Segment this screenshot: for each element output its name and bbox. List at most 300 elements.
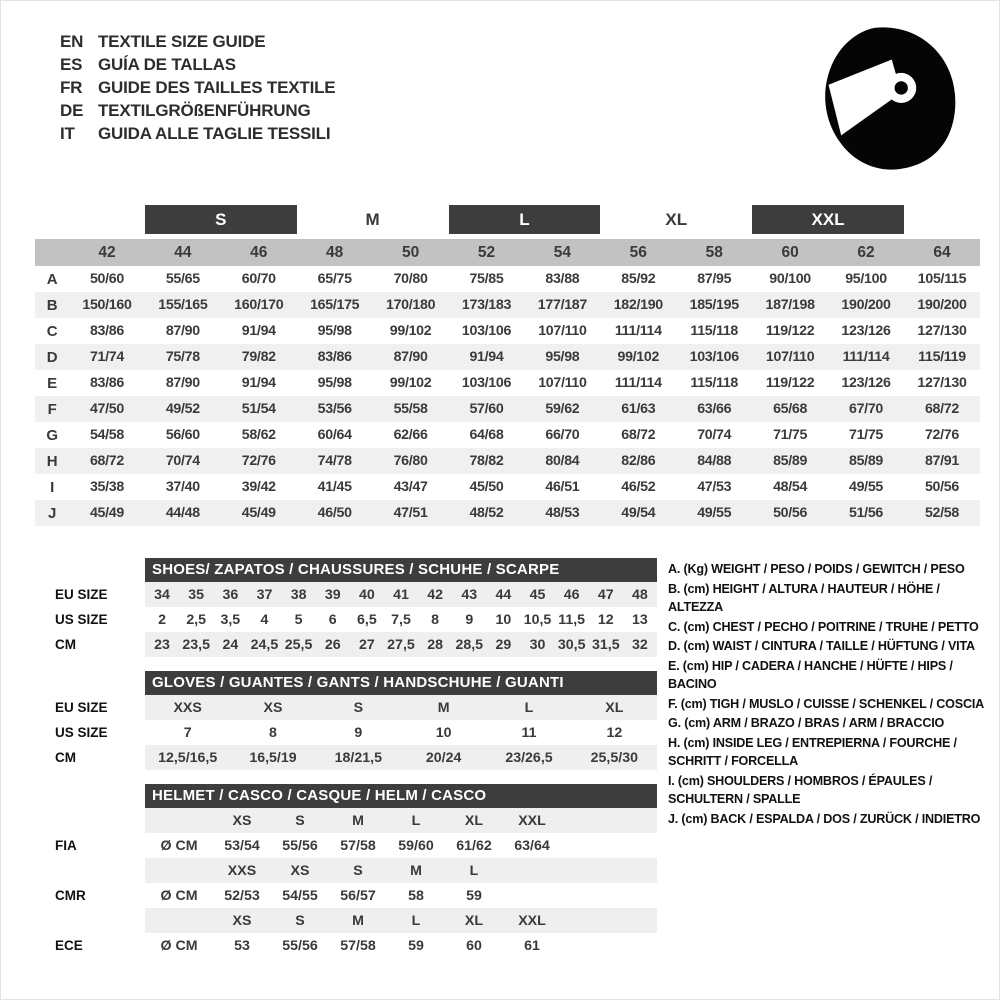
value-cell: 42 xyxy=(427,586,444,603)
language-title: TEXTILE SIZE GUIDE xyxy=(98,32,266,51)
helmet-table xyxy=(30,784,660,958)
measurement-row xyxy=(35,318,980,344)
measurement-cell: 155/165 xyxy=(145,292,221,318)
value-cell: 40 xyxy=(358,586,375,603)
language-title: GUÍA DE TALLAS xyxy=(98,55,236,74)
value-cell: 29 xyxy=(495,636,512,653)
row-letter: H xyxy=(35,448,69,474)
value-cell: 60 xyxy=(466,937,482,954)
language-title: GUIDA ALLE TAGLIE TESSILI xyxy=(98,124,331,143)
measurement-cell: 49/52 xyxy=(145,396,221,422)
language-title: TEXTILGRÖßENFÜHRUNG xyxy=(98,101,311,120)
value-cell: 11 xyxy=(521,724,537,741)
helmet-values xyxy=(145,833,657,858)
language-code: EN xyxy=(60,32,84,51)
helmet-sizes xyxy=(145,908,657,933)
measurement-cell: 45/50 xyxy=(469,479,504,495)
value-cell: 43 xyxy=(461,586,478,603)
measurement-cell: 65/75 xyxy=(317,271,352,287)
value-cell: 45 xyxy=(529,586,546,603)
measurement-cell: 75/78 xyxy=(145,344,221,370)
language-code: FR xyxy=(60,78,83,97)
value-cell: 4 xyxy=(260,611,269,628)
measurement-cell: 41/45 xyxy=(317,479,352,495)
value-cell: 7,5 xyxy=(391,611,411,628)
measurement-cell: 48/54 xyxy=(773,479,808,495)
measurement-cell: 95/98 xyxy=(317,375,352,391)
measurement-cell: 103/106 xyxy=(461,323,512,339)
helmet-values xyxy=(145,933,657,958)
helmet-values-row xyxy=(30,883,660,908)
euro-size-cell: 50 xyxy=(373,239,449,266)
value-cell: 36 xyxy=(222,586,239,603)
measurement-cell: 87/90 xyxy=(373,344,449,370)
measurement-cell: 99/102 xyxy=(600,344,676,370)
measurement-cell: 78/82 xyxy=(449,448,525,474)
band-spacer xyxy=(35,205,145,239)
measurement-cell: 170/180 xyxy=(373,292,449,318)
measurement-cell: 105/115 xyxy=(917,271,967,287)
value-cell: 2,5 xyxy=(186,611,207,628)
measurement-cell: 52/58 xyxy=(904,500,980,526)
size-band-row xyxy=(35,205,980,239)
measurement-cell: 80/84 xyxy=(524,448,600,474)
measurement-cell: 74/78 xyxy=(297,448,373,474)
value-cell: 18/21,5 xyxy=(334,749,382,766)
helmet-sizes-row xyxy=(30,808,660,833)
value-cell: 12 xyxy=(597,611,614,628)
measurement-cell: 53/56 xyxy=(297,396,373,422)
row-letter: J xyxy=(35,500,69,526)
value-cell: 39 xyxy=(324,586,341,603)
language-row xyxy=(60,99,335,122)
value-cell: 24,5 xyxy=(250,636,279,653)
value-cell: 2 xyxy=(158,611,166,628)
language-row xyxy=(60,53,335,76)
size-cell: XXS xyxy=(227,862,257,879)
language-title: GUIDE DES TAILLES TEXTILE xyxy=(98,78,336,97)
measurement-cell: 54/58 xyxy=(89,427,124,443)
size-cell: S xyxy=(295,812,305,829)
measurement-cell: 48/53 xyxy=(524,500,600,526)
value-cell: 30,5 xyxy=(557,636,586,653)
measurement-cell: 91/94 xyxy=(241,375,276,391)
euro-size-cell: 60 xyxy=(752,239,828,266)
measurement-cell: 45/49 xyxy=(69,500,145,526)
measurement-cell: 95/98 xyxy=(524,344,600,370)
measurement-cell: 37/40 xyxy=(165,479,200,495)
measurement-cell: 56/60 xyxy=(165,427,200,443)
measurement-cell: 85/89 xyxy=(752,448,828,474)
size-cell: L xyxy=(411,912,421,929)
value-cell: 54/55 xyxy=(282,887,318,904)
euro-size-cell: 56 xyxy=(600,239,676,266)
value-cell: 3,5 xyxy=(220,611,241,628)
value-cell: 9 xyxy=(354,724,363,741)
measurement-row xyxy=(35,266,980,292)
language-row xyxy=(60,30,335,53)
row-label: EU SIZE xyxy=(55,700,108,715)
unit-cell: Ø CM xyxy=(160,887,198,904)
value-cell: XL xyxy=(605,699,624,716)
value-cell: 38 xyxy=(290,586,307,603)
sub-table-row xyxy=(30,632,660,657)
measurement-cell: 61/63 xyxy=(600,396,676,422)
value-cell: 57/58 xyxy=(340,937,376,954)
value-cell: 61/62 xyxy=(456,837,492,854)
row-letter: A xyxy=(46,270,58,288)
helmet-sizes-row xyxy=(30,858,660,883)
size-cell: S xyxy=(295,912,305,929)
value-cell: 10 xyxy=(495,611,512,628)
measurement-cell: 70/74 xyxy=(697,427,732,443)
measurement-cell: 62/66 xyxy=(393,427,428,443)
size-band-xxl: XXL xyxy=(752,205,904,234)
size-cell: M xyxy=(352,912,364,929)
measurement-cell: 103/106 xyxy=(676,344,752,370)
measurement-cell: 47/50 xyxy=(69,396,145,422)
measurement-cell: 57/60 xyxy=(449,396,525,422)
value-cell: 23,5 xyxy=(182,636,210,653)
value-cell: 12 xyxy=(606,724,623,741)
measurement-cell: 44/48 xyxy=(145,500,221,526)
legend-item: E. (cm) HIP / CADERA / HANCHE / HÜFTE / HIPS / BACINO xyxy=(668,658,953,691)
measurement-cell: 83/86 xyxy=(89,375,124,391)
measurement-cell: 90/100 xyxy=(769,271,811,287)
measurement-cell: 190/200 xyxy=(904,292,980,318)
measurement-cell: 51/56 xyxy=(828,500,904,526)
sub-table-row xyxy=(30,582,660,607)
measurement-cell: 91/94 xyxy=(449,344,525,370)
value-cell: 27 xyxy=(358,636,375,653)
legend-item: G. (cm) ARM / BRAZO / BRAS / ARM / BRACCIO xyxy=(668,716,945,730)
measurement-row xyxy=(35,292,980,318)
value-cell: 61 xyxy=(524,937,540,954)
lower-tables xyxy=(30,558,660,968)
value-cell: 53 xyxy=(234,937,250,954)
shoes-table-title: SHOES/ ZAPATOS / CHAUSSURES / SCHUHE / SCARPE xyxy=(145,558,657,582)
measurement-cell: 119/122 xyxy=(765,323,815,339)
measurement-cell: 91/94 xyxy=(241,323,276,339)
measurement-cell: 67/70 xyxy=(828,396,904,422)
value-cell: 55/56 xyxy=(282,937,318,954)
measurement-cell: 70/74 xyxy=(145,448,221,474)
gloves-table-title: GLOVES / GUANTES / GANTS / HANDSCHUHE / GUANTI xyxy=(145,671,657,695)
measurement-cell: 71/75 xyxy=(849,427,884,443)
measurement-cell: 165/175 xyxy=(297,292,373,318)
row-letter: I xyxy=(50,478,54,496)
measurement-row xyxy=(35,500,980,526)
helmet-values-row xyxy=(30,933,660,958)
measurement-cell: 75/85 xyxy=(469,271,504,287)
euro-size-cell: 42 xyxy=(69,239,145,266)
value-cell: 41 xyxy=(393,586,409,603)
sub-table-row xyxy=(30,607,660,632)
helmet-values-row xyxy=(30,833,660,858)
row-values xyxy=(145,607,657,632)
value-cell: 59/60 xyxy=(398,837,434,854)
value-cell: 47 xyxy=(597,586,614,603)
measurement-row xyxy=(35,344,980,370)
measurement-cell: 66/70 xyxy=(545,427,580,443)
measurement-cell: 83/86 xyxy=(297,344,373,370)
value-cell: 59 xyxy=(408,937,424,954)
value-cell: 57/58 xyxy=(340,837,376,854)
measurement-cell: 87/90 xyxy=(165,323,200,339)
legend-item: J. (cm) BACK / ESPALDA / DOS / ZURÜCK / INDIETRO xyxy=(668,811,981,826)
measurement-cell: 70/80 xyxy=(393,271,428,287)
measurement-cell: 85/92 xyxy=(621,271,656,287)
measurement-cell: 111/114 xyxy=(614,323,662,339)
row-values xyxy=(145,582,657,607)
standard-label: FIA xyxy=(55,838,77,853)
value-cell: 30 xyxy=(529,636,546,653)
measurement-cell: 160/170 xyxy=(221,292,297,318)
measurement-cell: 84/88 xyxy=(676,448,752,474)
measurement-cell: 68/72 xyxy=(621,427,656,443)
value-cell: 10,5 xyxy=(523,611,552,628)
value-cell: 5 xyxy=(294,611,303,628)
size-cell: XXL xyxy=(518,912,546,929)
value-cell: 59 xyxy=(466,887,482,904)
measurement-cell: 49/55 xyxy=(676,500,752,526)
size-cell: M xyxy=(410,862,422,879)
unit-cell: Ø CM xyxy=(160,837,198,854)
row-letter: C xyxy=(46,322,58,340)
value-cell: 6,5 xyxy=(356,611,377,628)
size-cell: L xyxy=(411,812,421,829)
value-cell: 25,5/30 xyxy=(590,749,638,766)
row-letter: F xyxy=(35,396,69,422)
value-cell: 24 xyxy=(222,636,239,653)
value-cell: 58 xyxy=(408,887,424,904)
legend-item: B. (cm) HEIGHT / ALTURA / HAUTEUR / HÖHE / ALTEZZA xyxy=(668,581,940,614)
value-cell: 48 xyxy=(632,586,648,603)
measurement-cell: 47/51 xyxy=(373,500,449,526)
measurement-row xyxy=(35,422,980,448)
measurement-cell: 50/56 xyxy=(752,500,828,526)
helmet-sizes-row xyxy=(30,908,660,933)
helmet-values xyxy=(145,883,657,908)
row-label: EU SIZE xyxy=(55,587,108,602)
language-row xyxy=(60,122,335,145)
value-cell: 46 xyxy=(563,586,580,603)
measurement-row xyxy=(35,370,980,396)
value-cell: 63/64 xyxy=(514,837,550,854)
legend-item: I. (cm) SHOULDERS / HOMBROS / ÉPAULES / SCHULTERN / SPALLE xyxy=(668,773,933,806)
measurement-cell: 107/110 xyxy=(538,375,587,391)
helmet-sizes xyxy=(145,808,657,833)
euro-size-cell: 52 xyxy=(449,239,525,266)
measurement-cell: 43/47 xyxy=(393,479,428,495)
measurement-cell: 115/118 xyxy=(690,375,739,391)
standard-label: CMR xyxy=(55,888,86,903)
size-cell: XS xyxy=(290,862,310,879)
language-code: DE xyxy=(60,101,84,120)
row-label: CM xyxy=(55,637,76,652)
value-cell: 44 xyxy=(495,586,512,603)
standard-label: ECE xyxy=(55,938,83,953)
row-letter: G xyxy=(46,426,58,444)
measurement-cell: 35/38 xyxy=(89,479,124,495)
value-cell: L xyxy=(524,699,534,716)
value-cell: 37 xyxy=(256,586,273,603)
measurement-row xyxy=(35,448,980,474)
measurement-cell: 95/98 xyxy=(317,323,352,339)
size-cell: XXL xyxy=(518,812,546,829)
helmet-table-title: HELMET / CASCO / CASQUE / HELM / CASCO xyxy=(145,784,657,808)
value-cell: 8 xyxy=(269,724,277,741)
measurement-cell: 83/88 xyxy=(545,271,580,287)
measurement-cell: 123/126 xyxy=(841,323,891,339)
measurement-cell: 187/198 xyxy=(752,292,828,318)
measurement-cell: 76/80 xyxy=(373,448,449,474)
measurement-row xyxy=(35,474,980,500)
measurement-cell: 49/55 xyxy=(849,479,884,495)
measurement-cell: 79/82 xyxy=(221,344,297,370)
value-cell: 55/56 xyxy=(282,837,318,854)
measurement-cell: 60/70 xyxy=(241,271,276,287)
row-values xyxy=(145,632,657,657)
language-code: IT xyxy=(60,124,75,143)
row-letter: D xyxy=(35,344,69,370)
measurement-cell: 71/74 xyxy=(69,344,145,370)
gloves-rows xyxy=(30,695,660,770)
euro-size-cell: 58 xyxy=(676,239,752,266)
measurement-cell: 68/72 xyxy=(69,448,145,474)
measurement-cell: 111/114 xyxy=(614,375,662,391)
measurement-cell: 65/68 xyxy=(752,396,828,422)
measurement-cell: 72/76 xyxy=(924,427,959,443)
measurement-cell: 115/119 xyxy=(904,344,980,370)
size-cell: L xyxy=(469,862,479,879)
sub-table-row xyxy=(30,720,660,745)
value-cell: 26 xyxy=(324,636,341,653)
language-list xyxy=(60,30,335,145)
measurement-cell: 150/160 xyxy=(69,292,145,318)
size-cell: S xyxy=(353,862,363,879)
value-cell: 20/24 xyxy=(425,749,462,766)
value-cell: 52/53 xyxy=(224,887,260,904)
value-cell: 28,5 xyxy=(455,636,484,653)
euro-size-cell: 64 xyxy=(904,239,980,266)
size-cell: XS xyxy=(232,812,252,829)
shoes-rows xyxy=(30,582,660,657)
measurement-cell: 47/53 xyxy=(697,479,732,495)
measurement-cell: 46/50 xyxy=(297,500,373,526)
value-cell: 28 xyxy=(427,636,444,653)
sub-table-row xyxy=(30,695,660,720)
legend-item: F. (cm) TIGH / MUSLO / CUISSE / SCHENKEL / COSCIA xyxy=(668,696,985,711)
row-label: CM xyxy=(55,750,76,765)
row-values xyxy=(145,695,657,720)
measurement-cell: 64/68 xyxy=(469,427,504,443)
size-cell: XS xyxy=(232,912,252,929)
measurement-cell: 71/75 xyxy=(773,427,808,443)
legend-item: H. (cm) INSIDE LEG / ENTREPIERNA / FOURCHE / SCHRITT / FORCELLA xyxy=(668,735,957,768)
measurement-cell: 190/200 xyxy=(828,292,904,318)
measurement-cell: 68/72 xyxy=(904,396,980,422)
measurement-cell: 55/65 xyxy=(165,271,200,287)
euro-size-cell: 44 xyxy=(145,239,221,266)
value-cell: 13 xyxy=(632,611,648,628)
measurement-cell: 87/95 xyxy=(697,271,732,287)
value-cell: 35 xyxy=(188,586,205,603)
measurement-cell: 49/54 xyxy=(600,500,676,526)
row-values xyxy=(145,745,657,770)
row-label: US SIZE xyxy=(55,725,108,740)
size-band-xl: XL xyxy=(665,210,688,229)
full-face-helmet-icon xyxy=(803,20,971,178)
value-cell: S xyxy=(353,699,364,716)
legend-item: C. (cm) CHEST / PECHO / POITRINE / TRUHE / PETTO xyxy=(668,619,979,634)
row-letter: B xyxy=(35,292,69,318)
row-label: US SIZE xyxy=(55,612,108,627)
value-cell: 10 xyxy=(435,724,452,741)
measurement-cell: 182/190 xyxy=(600,292,676,318)
measurement-cell: 127/130 xyxy=(917,375,967,391)
measurement-cell: 60/64 xyxy=(317,427,352,443)
measurement-cell: 58/62 xyxy=(241,427,276,443)
euro-size-cell: 48 xyxy=(297,239,373,266)
value-cell: 7 xyxy=(183,724,192,741)
helmet-rows xyxy=(30,808,660,958)
sub-table-row xyxy=(30,745,660,770)
band-spacer-end xyxy=(904,205,980,239)
legend-item: A. (Kg) WEIGHT / PESO / POIDS / GEWITCH / PESO xyxy=(668,562,965,576)
measurement-cell: 50/56 xyxy=(924,479,959,495)
measurement-cell: 95/100 xyxy=(845,271,887,287)
measurement-cell: 46/51 xyxy=(545,479,580,495)
value-cell: M xyxy=(437,699,450,716)
value-cell: 56/57 xyxy=(340,887,376,904)
measurement-cell: 85/89 xyxy=(828,448,904,474)
size-band-m: M xyxy=(365,210,380,229)
size-cell: M xyxy=(352,812,364,829)
measurement-cell: 50/60 xyxy=(89,271,124,287)
measurement-legend xyxy=(668,560,988,829)
measurement-cell: 99/102 xyxy=(389,323,432,339)
euro-size-cell: 62 xyxy=(828,239,904,266)
value-cell: 25,5 xyxy=(284,636,313,653)
measurement-cell: 72/76 xyxy=(221,448,297,474)
value-cell: 12,5/16,5 xyxy=(158,749,218,766)
sizes-row-corner xyxy=(35,239,69,266)
value-cell: 8 xyxy=(431,611,440,628)
measurement-cell: 185/195 xyxy=(676,292,752,318)
measurement-cell: 127/130 xyxy=(917,323,967,339)
measurement-cell: 107/110 xyxy=(752,344,828,370)
measurement-cell: 51/54 xyxy=(221,396,297,422)
measurement-cell: 173/183 xyxy=(449,292,525,318)
unit-cell: Ø CM xyxy=(160,937,198,954)
value-cell: 9 xyxy=(465,611,474,628)
measurement-cell: 177/187 xyxy=(524,292,600,318)
measurement-cell: 87/90 xyxy=(165,375,200,391)
measurement-cell: 48/52 xyxy=(449,500,525,526)
row-letter: E xyxy=(47,374,57,392)
measurement-cell: 83/86 xyxy=(89,323,124,339)
measurement-cell: 63/66 xyxy=(676,396,752,422)
measurement-cell: 107/110 xyxy=(538,323,587,339)
size-band-s: S xyxy=(145,205,297,234)
value-cell: 6 xyxy=(328,611,337,628)
value-cell: 53/54 xyxy=(224,837,260,854)
measurement-cell: 123/126 xyxy=(841,375,891,391)
measurement-row xyxy=(35,396,980,422)
measurement-cell: 55/58 xyxy=(373,396,449,422)
size-cell: XL xyxy=(464,912,484,929)
